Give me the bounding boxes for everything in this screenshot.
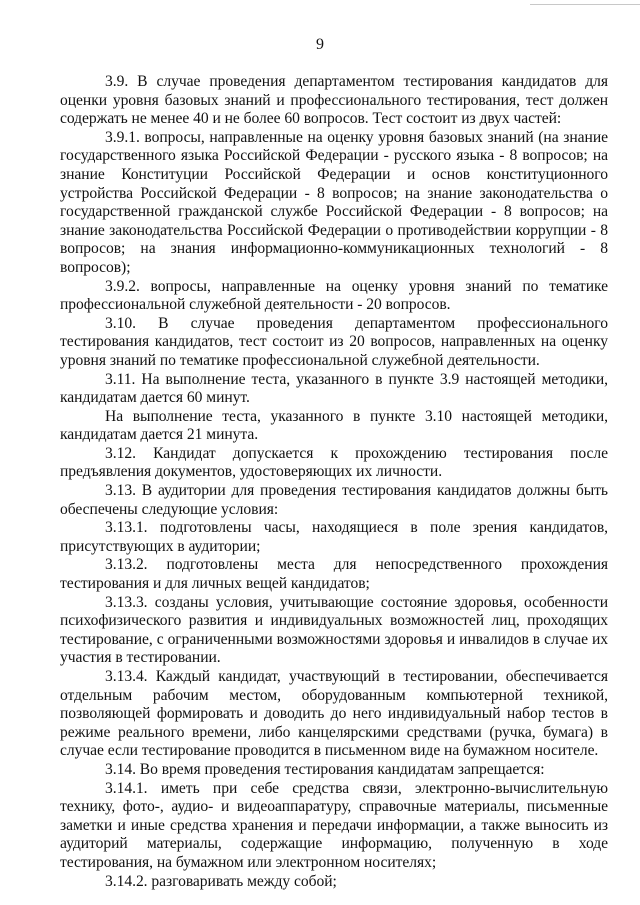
- paragraph-3-14-2: 3.14.2. разговаривать между собой;: [105, 872, 337, 890]
- paragraph-3-13: 3.13. В аудитории для проведения тестирования кандидатов должны быть обеспечены следующие условия:: [60, 482, 608, 518]
- paragraph-3-9-1: 3.9.1. вопросы, направленные на оценку уровня базовых знаний (на знание государственного языка Российской Федерации - русского языка - 8 вопросов; на знание Конституции Российской Федерации и основ конституционного устройства Российской Федерации - 8 вопросов; на знание законодательства о государственной гражданской службе Российской Федерации - 8 вопросов; на знание законодательства Российской Федерации о противодействии коррупции - 8 вопросов; на знания информационно-коммуникационных технологий - 8 вопросов);: [60, 128, 608, 276]
- document-body: [60, 73, 608, 891]
- paragraph-3-11-continued: На выполнение теста, указанного в пункте 3.10 настоящей методики, кандидатам дается 21 минута.: [60, 407, 608, 444]
- paragraph-3-14-1: 3.14.1. иметь при себе средства связи, электронно-вычислительную технику, фото-, аудио- и видеоаппаратуру, справочные материалы, письменные заметки и иные средства хранения и передачи информации, а также выносить из аудиторий материалы, содержащие информацию, полученную в ходе тестирования, на бумажном или электронном носителях;: [60, 779, 608, 871]
- page-number: 9: [316, 36, 324, 53]
- paragraph-3-9: 3.9. В случае проведения департаментом тестирования кандидатов для оценки уровня базовых знаний и профессионального тестирования, тест должен содержать не менее 40 и не более 60 вопросов. Тест состоит из двух частей:: [60, 73, 608, 128]
- paragraph-3-11: 3.11. На выполнение теста, указанного в пункте 3.9 настоящей методики, кандидатам дается 60 минут.: [60, 370, 608, 407]
- paragraph-3-12: 3.12. Кандидат допускается к прохождению тестирования после предъявления документов, удостоверяющих их личности.: [60, 444, 608, 481]
- paragraph-3-13-1: 3.13.1. подготовлены часы, находящиеся в поле зрения кандидатов, присутствующих в аудитории;: [60, 519, 608, 555]
- paragraph-3-13-4: 3.13.4. Каждый кандидат, участвующий в тестировании, обеспечивается отдельным рабочим местом, оборудованным компьютерной техникой, позволяющей формировать и доводить до него индивидуальный набор тестов в режиме реального времени, либо канцелярскими средствами (ручка, бумага) в случае если тестирование проводится в письменном виде на бумажном носителе.: [60, 668, 608, 760]
- paragraph-3-13-3: 3.13.3. созданы условия, учитывающие состояние здоровья, особенности психофизического развития и индивидуальных возможностей лиц, проходящих тестирование, с ограниченными возможностями здоровья и инвалидов в случае их участия в тестировании.: [60, 593, 608, 667]
- paragraph-3-13-2: 3.13.2. подготовлены места для непосредственного прохождения тестирования и для личных вещей кандидатов;: [60, 556, 608, 593]
- paragraph-3-9-2: 3.9.2. вопросы, направленные на оценку уровня знаний по тематике профессиональной служебной деятельности - 20 вопросов.: [60, 277, 608, 314]
- paragraph-3-10: 3.10. В случае проведения департаментом профессионального тестирования кандидатов, тест состоит из 20 вопросов, направленных на оценку уровня знаний по тематике профессиональной служебной деятельности.: [60, 314, 608, 369]
- top-edge-rule: [530, 4, 640, 5]
- paragraph-3-14: 3.14. Во время проведения тестирования кандидатам запрещается:: [105, 760, 545, 778]
